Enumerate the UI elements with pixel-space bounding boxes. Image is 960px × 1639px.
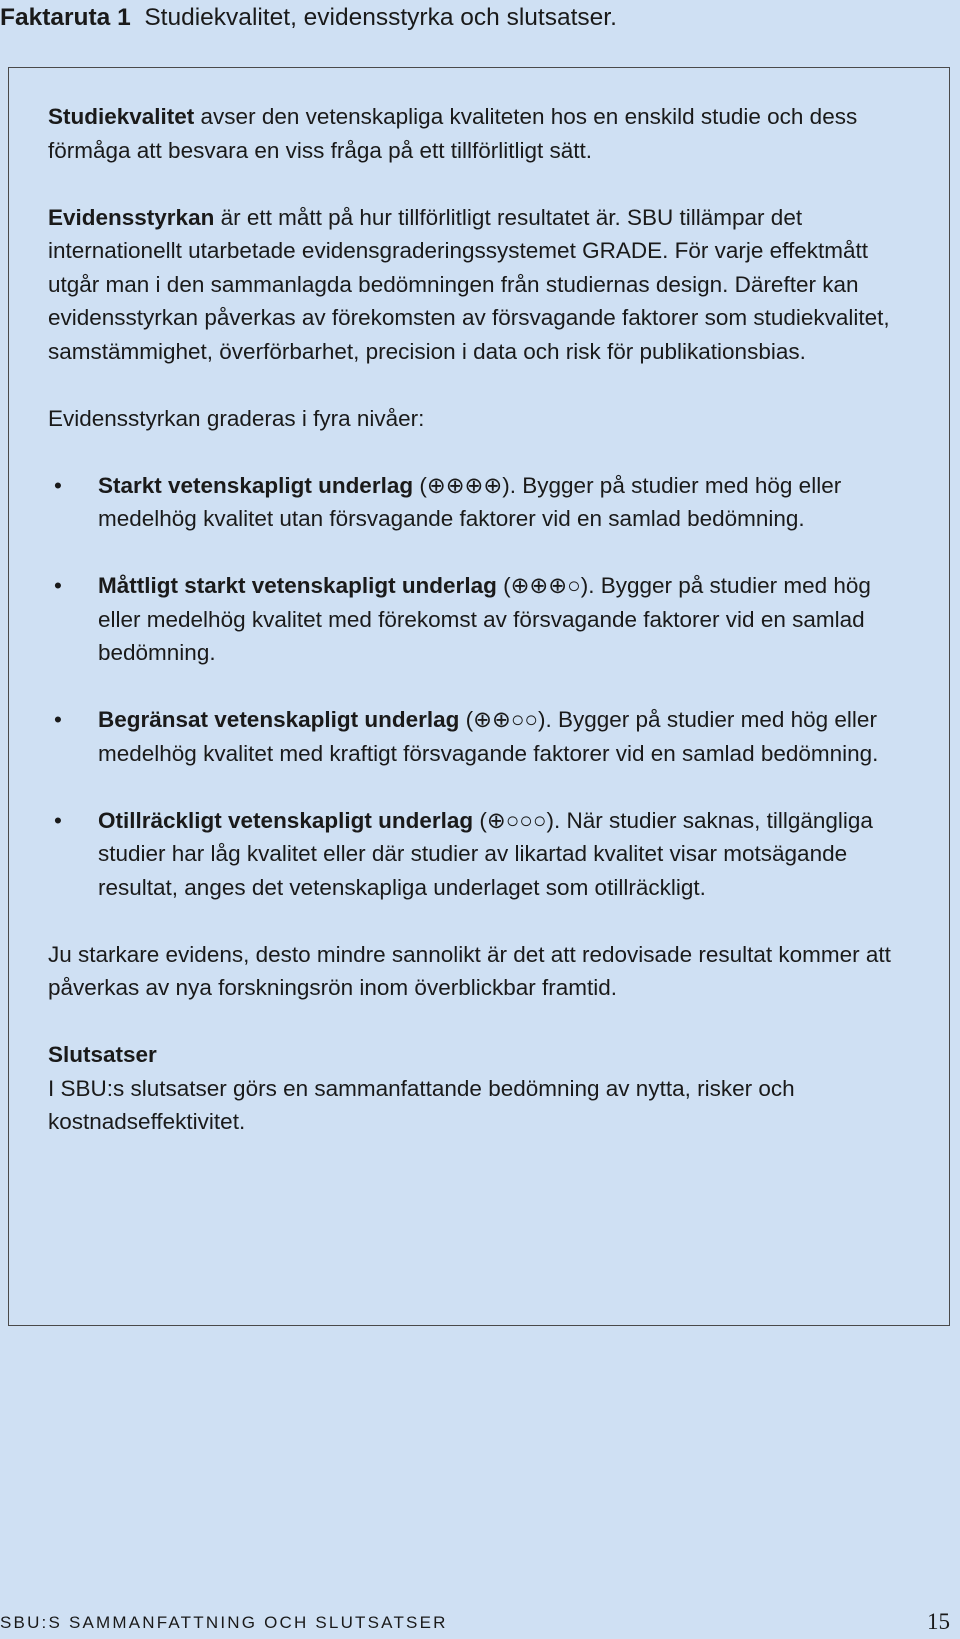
level-description: Bygger på studier med hög eller medelhög kvalitet med förekomst av försvagande faktorer vid en samlad bedömning. (98, 573, 871, 665)
levels-intro: Evidensstyrkan graderas i fyra nivåer: (48, 405, 425, 431)
paren-close: ). (546, 807, 561, 833)
studiekvalitet-term: Studiekvalitet (48, 104, 195, 129)
slutsatser-heading: Slutsatser (48, 1042, 157, 1067)
paren-open: ( (496, 573, 511, 598)
level-description: Bygger på studier med hög eller medelhög kvalitet utan försvagande faktorer vid en samlad bedömning. (98, 472, 842, 531)
level-description: När studier saknas, tillgängliga studier har låg kvalitet eller där studier av likartad kvalitet visar motsägande resultat, anges det vetenskapliga underlaget som otillräckligt. (98, 807, 873, 900)
evidensstyrkan-paragraph (48, 201, 918, 369)
fact-box-label: Faktaruta 1 (0, 4, 131, 31)
page-number: 15 (927, 1609, 950, 1634)
level-item-strong (48, 469, 918, 536)
level-item-moderate (48, 569, 918, 670)
level-item-insufficient (48, 804, 918, 905)
fact-box-title-text: Studiekvalitet, evidensstyrka och slutsatser. (144, 4, 617, 31)
paren-close: ). (580, 573, 595, 598)
paren-open: ( (473, 807, 487, 833)
grade-symbols: ⊕⊕⊕○ (510, 573, 581, 598)
bullet: • (54, 707, 62, 732)
closing-paragraph: Ju starkare evidens, desto mindre sannolikt är det att redovisade resultat kommer att påverkas av nya forskningsrön inom överblickbar framtid. (48, 941, 891, 1000)
fact-box-content (48, 100, 918, 1139)
level-term: Otillräckligt vetenskapligt underlag (98, 807, 474, 833)
level-item-limited (48, 703, 918, 770)
level-term: Måttligt starkt vetenskapligt underlag (98, 573, 497, 598)
bullet: • (54, 807, 62, 833)
level-term: Begränsat vetenskapligt underlag (98, 707, 460, 732)
bullet: • (54, 472, 62, 498)
paren-close: ). (538, 707, 552, 732)
slutsatser-text: I SBU:s slutsatser görs en sammanfattande bedömning av nytta, risker och kostnadseffektivitet. (48, 1075, 795, 1134)
evidensstyrkan-text: är ett mått på hur tillförlitligt resultatet är. SBU tillämpar det internationellt utarbetade evidensgraderingssystemet GRADE. För varje effektmått utgår man i den sammanlagda bedömningen från studiernas design. Därefter kan evidensstyrkan påverkas av förekomsten av försvagande faktorer som studiekvalitet, samstämmighet, överförbarhet, precision i data och risk för publikationsbias. (48, 204, 890, 364)
fact-box-title (0, 2, 617, 34)
evidensstyrkan-term: Evidensstyrkan (48, 204, 215, 230)
grade-symbols: ⊕⊕○○ (473, 707, 538, 732)
running-footer: SBU:S SAMMANFATTNING OCH SLUTSATSER (0, 1613, 448, 1632)
bullet: • (54, 573, 62, 598)
level-term: Starkt vetenskapligt underlag (98, 472, 414, 498)
grade-symbols: ⊕○○○ (486, 807, 547, 833)
studiekvalitet-paragraph (48, 100, 918, 167)
studiekvalitet-text: avser den vetenskapliga kvaliteten hos en enskild studie och dess förmåga att besvara en viss fråga på ett tillförlitligt sätt. (48, 104, 858, 163)
level-description: Bygger på studier med hög eller medelhög kvalitet med kraftigt försvagande faktorer vid en samlad bedömning. (98, 707, 879, 766)
grade-symbols: ⊕⊕⊕⊕ (426, 472, 503, 498)
slutsatser-section (48, 1038, 918, 1139)
paren-close: ). (502, 472, 517, 498)
paren-open: ( (459, 707, 474, 732)
paren-open: ( (413, 472, 427, 498)
